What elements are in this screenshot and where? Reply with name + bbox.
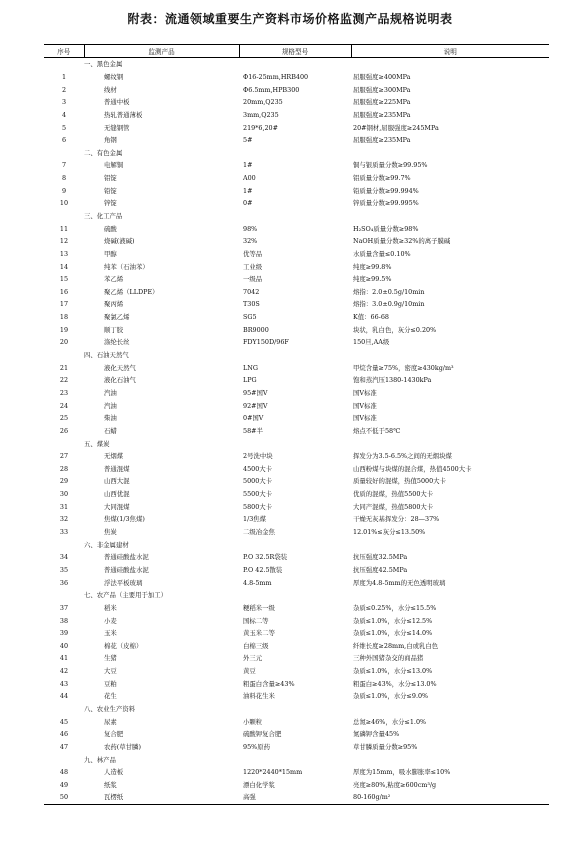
row-number: 38 (59, 616, 69, 625)
table-row (44, 222, 549, 235)
section-row (44, 589, 549, 602)
row-number: 28 (59, 464, 69, 473)
table-row (44, 172, 549, 185)
row-number: 19 (59, 325, 69, 334)
spec-model: 国标二等 (243, 616, 269, 625)
section-label: 三、化工产品 (84, 212, 123, 220)
description: 80-160g/m² (351, 791, 549, 804)
product-name: 螺纹钢 (104, 72, 124, 81)
table-row (44, 450, 549, 463)
table-row (44, 639, 549, 652)
description: 纤维长度≥28mm,白或乳白色 (353, 641, 439, 650)
description: H₂SO₄质量分数≥98% (353, 224, 419, 233)
product-name: 小麦 (104, 616, 117, 625)
product-name: 普通硅酸盐水泥 (104, 565, 149, 574)
spec-model: 1/3焦煤 (243, 515, 267, 524)
table-row (44, 551, 549, 564)
table-row (44, 83, 549, 96)
description: 屈服强度≥300MPa (353, 85, 411, 94)
row-number: 18 (59, 313, 69, 322)
row-number: 46 (59, 730, 69, 739)
description: 150旦,AA级 (353, 338, 390, 347)
row-number: 17 (59, 300, 69, 309)
product-name: 苯乙烯 (104, 275, 124, 284)
product-name: 浮法平板玻璃 (104, 578, 143, 587)
section-row (44, 703, 549, 716)
product-name: 涤纶长丝 (104, 338, 130, 347)
spec-model: A00 (243, 174, 256, 183)
product-name: 石蜡 (104, 426, 117, 435)
row-number: 1 (61, 72, 67, 81)
table-body (44, 58, 549, 805)
description: 屈服强度≥225MPa (353, 98, 411, 107)
table-row (44, 399, 549, 412)
description: 熔点不低于58℃ (353, 426, 401, 435)
spec-model: 一级品 (243, 275, 263, 284)
description: 山西粉煤与块煤的混合煤，热值4500大卡 (353, 464, 472, 473)
product-name: 甲醇 (104, 249, 117, 258)
section-label: 五、煤炭 (84, 439, 110, 448)
section-row (44, 349, 549, 362)
description: 厚度为4.8-5mm的无色透明玻璃 (353, 578, 446, 587)
description: 干燥无灰基挥发分：28—37% (353, 515, 440, 524)
description: 杂质≤1.0%，水分≤12.5% (353, 616, 433, 625)
section-spacer (44, 437, 84, 450)
spec-model: 1# (243, 186, 253, 195)
section-spacer (44, 589, 84, 602)
product-name: 山西大混 (104, 477, 130, 486)
row-number: 10 (59, 199, 69, 208)
product-name: 液化石油气 (104, 376, 136, 385)
product-name: 普通硅酸盐水泥 (104, 553, 149, 562)
description: 草甘膦质量分数≥95% (353, 742, 418, 751)
table-row (44, 728, 549, 741)
row-number: 49 (59, 780, 69, 789)
table-row (44, 677, 549, 690)
spec-model: 油料花生米 (243, 692, 275, 701)
spec-model: 黄豆 (243, 667, 256, 676)
section-spacer (44, 146, 84, 159)
row-number: 34 (59, 553, 69, 562)
spec-model: 58#半 (243, 426, 263, 435)
product-name: 顺丁胶 (104, 325, 124, 334)
row-number: 8 (61, 174, 67, 183)
product-name: 硫酸 (104, 224, 117, 233)
product-name: 角钢 (104, 136, 117, 145)
description: 块状，乳白色，灰分≤0.20% (353, 325, 437, 334)
product-name: 聚氯乙烯 (104, 313, 130, 322)
spec-model: 黄玉米二等 (243, 629, 275, 638)
row-number: 40 (59, 641, 69, 650)
description: 杂质≤1.0%，水分≤14.0% (353, 629, 433, 638)
spec-model: 20mm,Q235 (243, 98, 283, 107)
row-number: 35 (59, 565, 69, 574)
section-row (44, 210, 549, 223)
description: 抗压强度32.5MPa (353, 553, 408, 562)
product-name: 尿素 (104, 717, 117, 726)
product-name: 无缝钢管 (104, 123, 130, 132)
table-row (44, 71, 549, 84)
description: 杂质≤0.25%，水分≤15.5% (353, 603, 437, 612)
spec-model: 4500大卡 (243, 464, 273, 473)
header-product: 监测产品 (84, 45, 239, 58)
spec-model: 98% (243, 224, 258, 233)
spec-model: 粗蛋白含量≥43% (243, 679, 295, 688)
product-name: 农药(草甘膦) (104, 742, 141, 751)
table-row (44, 463, 549, 476)
product-name: 无烟煤 (104, 452, 124, 461)
product-name: 大同混煤 (104, 502, 130, 511)
row-number: 23 (59, 388, 69, 397)
spec-model: 32% (243, 237, 258, 246)
row-number: 39 (59, 629, 69, 638)
product-name: 复合肥 (104, 730, 124, 739)
row-number: 5 (61, 123, 67, 132)
row-number: 12 (59, 237, 69, 246)
section-spacer (44, 58, 84, 71)
table-row (44, 741, 549, 754)
table-row (44, 273, 549, 286)
row-number: 22 (59, 376, 69, 385)
description: 三种外国猪杂交的商品猪 (353, 654, 424, 663)
product-name: 热轧普通薄板 (104, 110, 143, 119)
product-name: 豆粕 (104, 679, 117, 688)
product-name: 烧碱(液碱) (104, 237, 135, 246)
table-row (44, 311, 549, 324)
row-number: 14 (59, 262, 69, 271)
product-name: 电解铜 (104, 161, 124, 170)
spec-model: 5500大卡 (243, 490, 273, 499)
section-label: 九、林产品 (84, 755, 116, 764)
description: 铅质量分数≥99.994% (353, 186, 419, 195)
header-spec: 规格型号 (239, 45, 351, 58)
row-number: 9 (61, 186, 67, 195)
product-name: 汽油 (104, 401, 117, 410)
row-number: 26 (59, 426, 69, 435)
table-row (44, 121, 549, 134)
product-name: 液化天然气 (104, 363, 136, 372)
table-row (44, 500, 549, 513)
description: 铝质量分数≥99.7% (353, 174, 411, 183)
row-number: 41 (59, 654, 69, 663)
spec-model: 硫酸钾复合肥 (243, 730, 282, 739)
description: 熔指：3.0±0.9g/10min (353, 300, 425, 309)
table-row (44, 665, 549, 678)
spec-model: 5# (243, 136, 253, 145)
product-name: 瓦楞纸 (84, 791, 239, 804)
description: 厚度为15mm，吸水膨胀率≤10% (353, 768, 451, 777)
description: 甲烷含量≥75%，密度≥430kg/m³ (353, 363, 454, 372)
table-row (44, 627, 549, 640)
page-title: 附表：流通领域重要生产资料市场价格监测产品规格说明表 (127, 12, 453, 26)
description: 总氮≥46%，水分≤1.0% (353, 717, 427, 726)
row-number: 16 (59, 287, 69, 296)
table-row (44, 336, 549, 349)
spec-model: 0# (243, 199, 253, 208)
row-number: 32 (59, 515, 69, 524)
table-row (44, 412, 549, 425)
spec-model: 5000大卡 (243, 477, 273, 486)
table-row (44, 184, 549, 197)
spec-model: P.O 32.5R袋装 (243, 553, 288, 562)
spec-model: Φ16-25mm,HRB400 (243, 72, 309, 81)
table-row (44, 779, 549, 792)
spec-model: FDY150D/96F (243, 338, 289, 347)
description: 国V标准 (353, 401, 377, 410)
spec-model: 95%原药 (243, 742, 270, 751)
spec-model: 粳稻米一级 (243, 603, 275, 612)
table-row (44, 134, 549, 147)
description: 纯度≥99.8% (353, 262, 392, 271)
spec-model: 2号洗中块 (243, 452, 273, 461)
row-number: 13 (59, 249, 69, 258)
description: 国V标准 (353, 388, 377, 397)
spec-model: 0#国V (243, 414, 264, 423)
description: 优质的混煤，热值5500大卡 (353, 490, 434, 499)
table-row (44, 323, 549, 336)
section-spacer (44, 703, 84, 716)
spec-model: 白棉三级 (243, 641, 269, 650)
section-spacer (44, 349, 84, 362)
table-row (44, 488, 549, 501)
section-row (44, 58, 549, 71)
section-label: 七、农产品（主要用于加工） (84, 591, 168, 600)
description: 饱和蒸汽压1380-1430kPa (353, 376, 432, 385)
row-number: 45 (59, 717, 69, 726)
table-row (44, 197, 549, 210)
spec-model: 工业级 (243, 262, 263, 271)
description: NaOH质量分数≥32%的离子膜碱 (353, 237, 451, 246)
spec-model: Φ6.5mm,HPB300 (243, 85, 300, 94)
row-number: 42 (59, 667, 69, 676)
description: 铜与银质量分数≥99.95% (353, 161, 428, 170)
row-number: 36 (59, 578, 69, 587)
row-number: 50 (44, 791, 84, 804)
table-row (44, 652, 549, 665)
product-name: 汽油 (104, 388, 117, 397)
spec-model: T30S (243, 300, 260, 309)
description: 粗蛋白≥43%，水分≤13.0% (353, 679, 437, 688)
section-label: 一、黑色金属 (84, 60, 123, 69)
description: 锌质量分数≥99.995% (353, 199, 419, 208)
table-row (44, 361, 549, 374)
row-number: 20 (59, 338, 69, 347)
table-row (44, 235, 549, 248)
product-name: 焦炭 (104, 528, 117, 537)
product-name: 山西优混 (104, 490, 130, 499)
description: 屈服强度≥235MPa (353, 136, 411, 145)
description: 大同产混煤，热值5800大卡 (353, 502, 434, 511)
table-row (44, 96, 549, 109)
spec-model: SG5 (243, 313, 257, 322)
table-row (44, 248, 549, 261)
table-row (44, 526, 549, 539)
section-label: 四、石油天然气 (84, 351, 129, 360)
description: 氮磷钾含量45% (353, 730, 400, 739)
product-name: 人造板 (104, 768, 124, 777)
table-row (44, 425, 549, 438)
product-name: 棉花（皮棉） (104, 641, 143, 650)
section-row (44, 538, 549, 551)
row-number: 43 (59, 679, 69, 688)
section-row (44, 146, 549, 159)
description: 熔指：2.0±0.5g/10min (353, 287, 425, 296)
product-name: 纸浆 (104, 780, 117, 789)
row-number: 31 (59, 502, 69, 511)
spec-model: 95#国V (243, 388, 268, 397)
row-number: 6 (61, 136, 67, 145)
section-label: 八、农业生产资料 (84, 704, 136, 713)
product-name: 铝锭 (104, 174, 117, 183)
spec-model: 漂白化学浆 (243, 780, 275, 789)
spec-model: 92#国V (243, 401, 268, 410)
description: 纯度≥99.5% (353, 275, 392, 284)
product-name: 纯苯（石油苯） (104, 262, 149, 271)
product-name: 稻米 (104, 603, 117, 612)
description: 杂质≤1.0%，水分≤13.0% (353, 667, 433, 676)
description: K值：66-68 (353, 313, 389, 322)
spec-model: 1# (243, 161, 253, 170)
row-number: 25 (59, 414, 69, 423)
product-name: 大豆 (104, 667, 117, 676)
spec-model: 3mm,Q235 (243, 110, 279, 119)
product-name: 普通混煤 (104, 464, 130, 473)
section-spacer (44, 538, 84, 551)
description: 屈服强度≥400MPa (353, 72, 411, 81)
table-row (44, 576, 549, 589)
row-number: 48 (59, 768, 69, 777)
product-name: 锌锭 (104, 199, 117, 208)
spec-model: 7042 (243, 287, 260, 296)
table-row (44, 690, 549, 703)
row-number: 15 (59, 275, 69, 284)
table-row (44, 513, 549, 526)
product-name: 铅锭 (104, 186, 117, 195)
table-row (44, 374, 549, 387)
product-name: 聚丙烯 (104, 300, 124, 309)
row-number: 21 (59, 363, 69, 372)
header-no: 序号 (44, 45, 84, 58)
description: 挥发分为3.5-6.5%之间的无烟块煤 (353, 452, 452, 461)
spec-model: 219*6,20# (243, 123, 278, 132)
table-row (44, 791, 549, 804)
row-number: 4 (61, 110, 67, 119)
row-number: 2 (61, 85, 67, 94)
spec-table (44, 44, 549, 805)
table-row (44, 387, 549, 400)
spec-model: 小颗粒 (243, 717, 263, 726)
table-row (44, 260, 549, 273)
row-number: 44 (59, 692, 69, 701)
description: 亮度≥80%,粘度≥600cm³/g (353, 780, 437, 789)
header-desc: 说明 (351, 45, 549, 58)
table-row (44, 766, 549, 779)
section-spacer (44, 753, 84, 766)
row-number: 11 (59, 224, 69, 233)
product-name: 线材 (104, 85, 117, 94)
spec-model: 二级冶金焦 (243, 528, 275, 537)
row-number: 47 (59, 742, 69, 751)
row-number: 33 (59, 528, 69, 537)
table-row (44, 564, 549, 577)
description: 12.01%≤灰分≤13.50% (353, 528, 426, 537)
description: 杂质≤1.0%，水分≤9.0% (353, 692, 429, 701)
row-number: 24 (59, 401, 69, 410)
row-number: 7 (61, 161, 67, 170)
table-row (44, 159, 549, 172)
spec-model: BR9000 (243, 325, 269, 334)
section-row (44, 753, 549, 766)
product-name: 聚乙烯（LLDPE） (104, 287, 159, 296)
product-name: 花生 (104, 692, 117, 701)
description: 抗压强度42.5MPa (353, 565, 408, 574)
table-row (44, 614, 549, 627)
row-number: 3 (61, 98, 67, 107)
table-row (44, 715, 549, 728)
spec-model: P.O 42.5散装 (243, 565, 283, 574)
table-row (44, 602, 549, 615)
row-number: 30 (59, 490, 69, 499)
row-number: 29 (59, 477, 69, 486)
section-spacer (44, 210, 84, 223)
description: 屈服强度≥235MPa (353, 110, 411, 119)
description: 质量较好的混煤，热值5000大卡 (353, 477, 446, 486)
table-header-row (44, 45, 549, 58)
spec-model: 4.8-5mm (243, 578, 272, 587)
spec-model: 高强 (239, 791, 351, 804)
table-row (44, 286, 549, 299)
spec-model: 1220*2440*15mm (243, 768, 303, 777)
row-number: 27 (59, 452, 69, 461)
table-row (44, 475, 549, 488)
table-row (44, 109, 549, 122)
description: 水质量含量≤0.10% (353, 249, 411, 258)
description: 20#钢材,屈服强度≥245MPa (353, 123, 439, 132)
section-label: 六、非金属建材 (84, 540, 129, 549)
product-name: 柴油 (104, 414, 117, 423)
spec-model: 优等品 (243, 249, 263, 258)
table-row (44, 298, 549, 311)
section-row (44, 437, 549, 450)
product-name: 生猪 (104, 654, 117, 663)
description: 国V标准 (353, 414, 377, 423)
product-name: 玉米 (104, 629, 117, 638)
spec-model: 5800大卡 (243, 502, 273, 511)
product-name: 普通中板 (104, 98, 130, 107)
section-label: 二、有色金属 (84, 148, 123, 157)
spec-model: LPG (243, 376, 257, 385)
spec-model: 外三元 (243, 654, 263, 663)
product-name: 焦煤(1/3焦煤) (104, 515, 145, 524)
spec-model: LNG (243, 363, 258, 372)
row-number: 37 (59, 603, 69, 612)
